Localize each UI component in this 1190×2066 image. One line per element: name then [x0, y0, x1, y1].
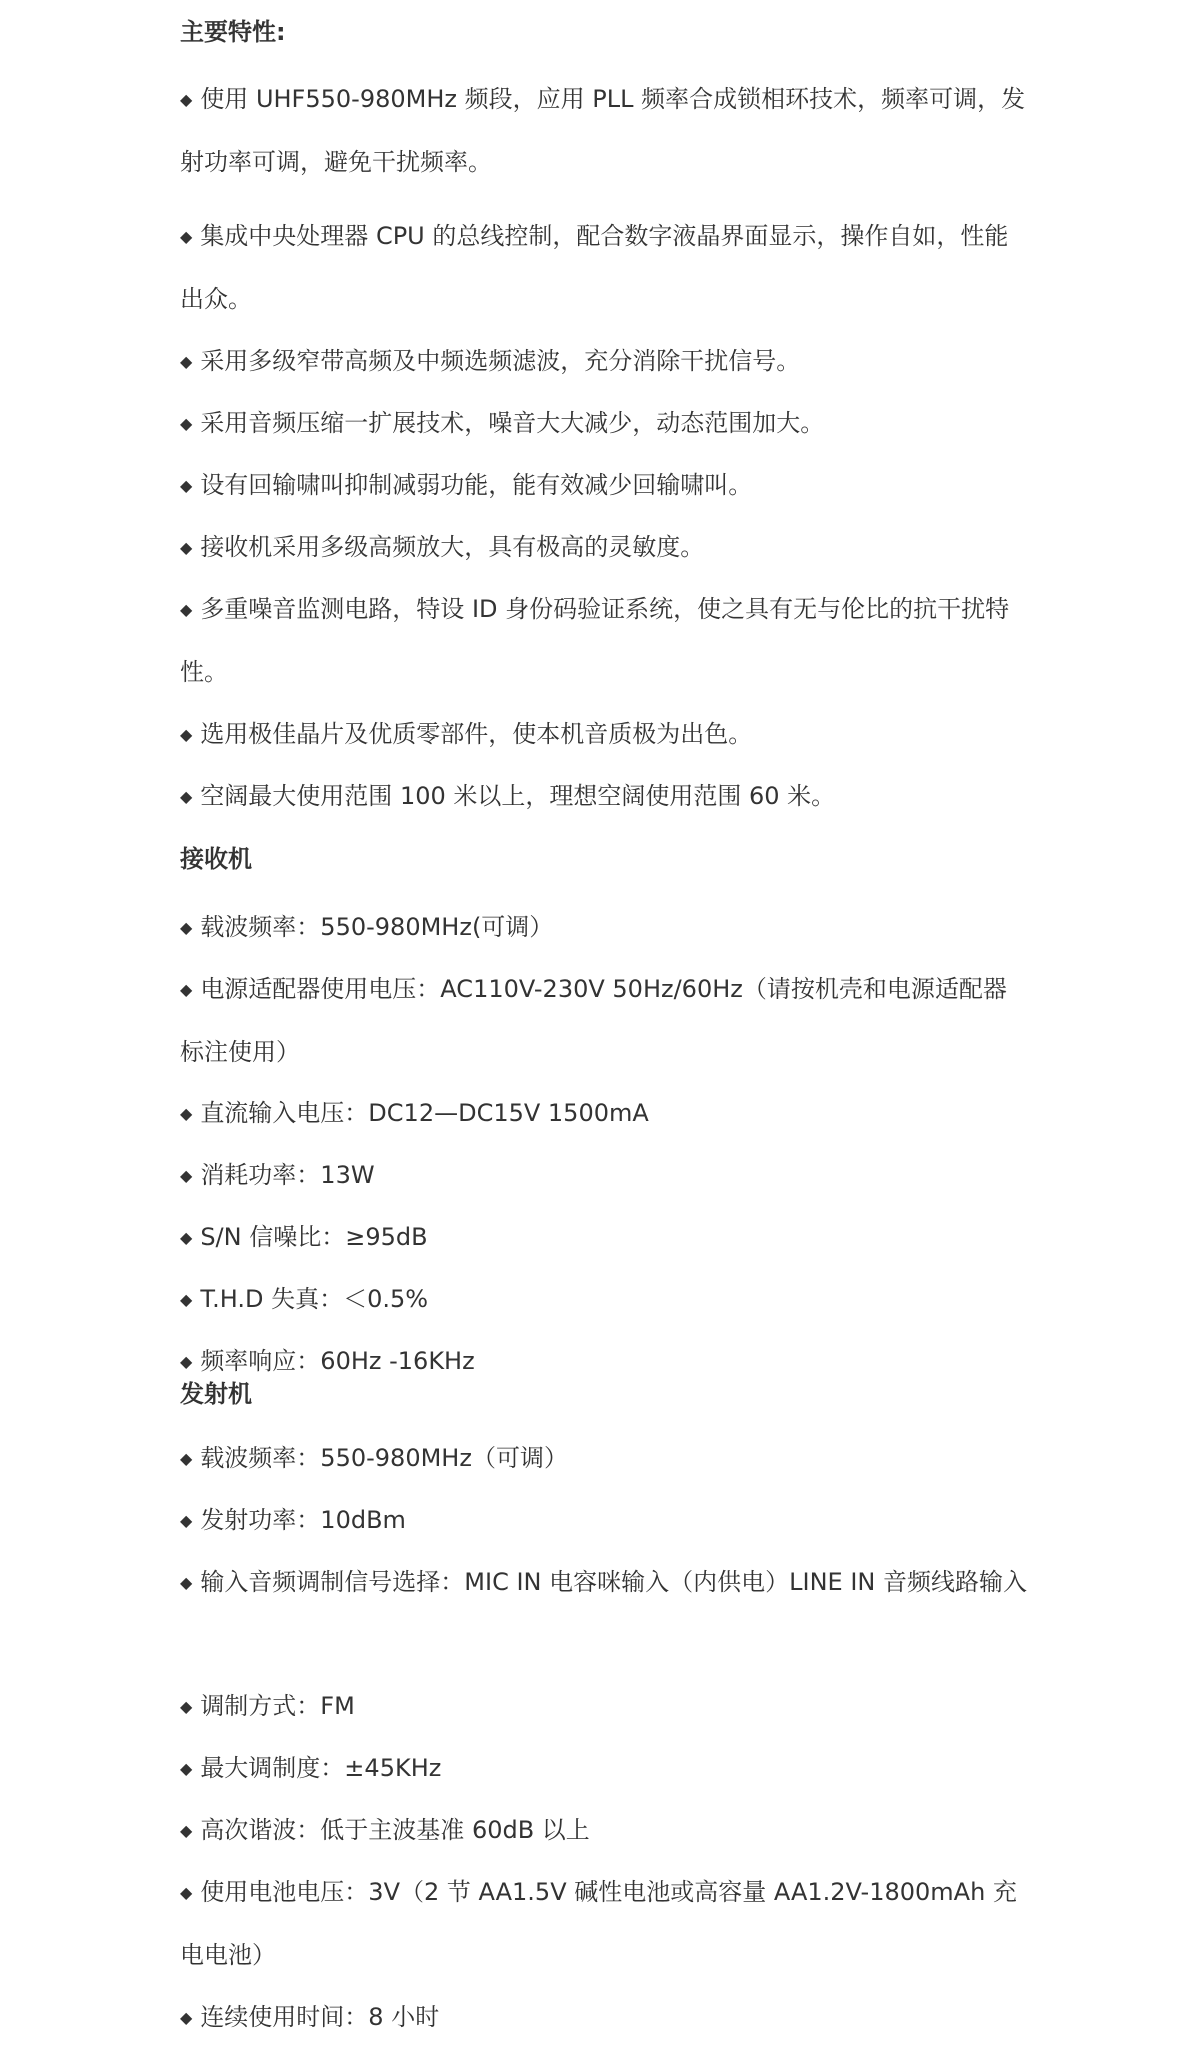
diamond-bullet-icon: ◆: [180, 414, 193, 433]
features-title: 主要特性:: [180, 18, 286, 46]
diamond-bullet-icon: ◆: [180, 476, 193, 495]
transmitter-item: [180, 1799, 1030, 1862]
feature-item: [180, 578, 1030, 703]
receiver-item-text: T.H.D 失真：＜0.5%: [200, 1285, 429, 1313]
diamond-bullet-icon: ◆: [180, 1104, 193, 1123]
diamond-bullet-icon: ◆: [180, 1449, 193, 1468]
receiver-item: [180, 896, 1030, 959]
diamond-bullet-icon: ◆: [180, 1290, 193, 1309]
feature-item: [180, 703, 1030, 766]
feature-item-text: 采用音频压缩一扩展技术，噪音大大减少，动态范围加大。: [200, 409, 825, 437]
diamond-bullet-icon: ◆: [180, 1821, 193, 1840]
transmitter-item: [180, 1675, 1030, 1738]
receiver-item-text: 载波频率：550-980MHz(可调）: [200, 913, 554, 941]
diamond-bullet-icon: ◆: [180, 352, 193, 371]
transmitter-item-text: 连续使用时间：8 小时: [200, 2003, 440, 2031]
transmitter-item-text: 使用电池电压：3V（2 节 AA1.5V 碱性电池或高容量 AA1.2V-1800mAh 充电电池）: [180, 1878, 1017, 1969]
transmitter-item-text: 输入音频调制信号选择：MIC IN 电容咪输入（内供电）LINE IN 音频线路输入: [200, 1568, 1027, 1596]
transmitter-item-text: 发射功率：10dBm: [200, 1506, 406, 1534]
feature-item-text: 集成中央处理器 CPU 的总线控制，配合数字液晶界面显示，操作自如，性能出众。: [180, 222, 1009, 313]
receiver-title: 接收机: [180, 845, 252, 873]
feature-item: [180, 205, 1030, 330]
transmitter-item-text: 载波频率：550-980MHz（可调）: [200, 1444, 568, 1472]
receiver-item-text: S/N 信噪比：≥95dB: [200, 1223, 428, 1251]
diamond-bullet-icon: ◆: [180, 980, 193, 999]
diamond-bullet-icon: ◆: [180, 1228, 193, 1247]
feature-item-text: 设有回输啸叫抑制减弱功能，能有效减少回输啸叫。: [200, 471, 753, 499]
feature-item: [180, 392, 1030, 455]
receiver-item-text: 直流输入电压：DC12—DC15V 1500mA: [200, 1099, 649, 1127]
receiver-item-text: 电源适配器使用电压：AC110V-230V 50Hz/60Hz（请按机壳和电源适配器标注使用）: [180, 975, 1007, 1066]
receiver-item: [180, 958, 1030, 1083]
feature-item: [180, 454, 1030, 517]
diamond-bullet-icon: ◆: [180, 600, 193, 619]
transmitter-title: 发射机: [180, 1380, 252, 1408]
diamond-bullet-icon: ◆: [180, 918, 193, 937]
transmitter-item: [180, 1551, 1030, 1614]
diamond-bullet-icon: ◆: [180, 1352, 193, 1371]
feature-item-text: 选用极佳晶片及优质零部件，使本机音质极为出色。: [200, 720, 753, 748]
receiver-item: [180, 1206, 1030, 1269]
receiver-item: [180, 1330, 1030, 1393]
diamond-bullet-icon: ◆: [180, 2008, 193, 2027]
feature-item-text: 使用 UHF550-980MHz 频段，应用 PLL 频率合成锁相环技术，频率可调，发射功率可调，避免干扰频率。: [180, 85, 1026, 176]
transmitter-item: [180, 1861, 1030, 1986]
feature-item: [180, 765, 1030, 828]
diamond-bullet-icon: ◆: [180, 90, 193, 109]
diamond-bullet-icon: ◆: [180, 1166, 193, 1185]
transmitter-item: [180, 1737, 1030, 1800]
receiver-item-text: 消耗功率：13W: [200, 1161, 375, 1189]
feature-item-text: 接收机采用多级高频放大，具有极高的灵敏度。: [200, 533, 705, 561]
diamond-bullet-icon: ◆: [180, 1573, 193, 1592]
transmitter-item-text: 最大调制度：±45KHz: [200, 1754, 442, 1782]
receiver-item: [180, 1268, 1030, 1331]
feature-item-text: 空阔最大使用范围 100 米以上，理想空阔使用范围 60 米。: [200, 782, 836, 810]
transmitter-item: [180, 1427, 1030, 1490]
feature-item-text: 采用多级窄带高频及中频选频滤波，充分消除干扰信号。: [200, 347, 801, 375]
feature-item: [180, 330, 1030, 393]
transmitter-item: [180, 1986, 1030, 2049]
receiver-item: [180, 1082, 1030, 1145]
feature-item-text: 多重噪音监测电路，特设 ID 身份码验证系统，使之具有无与伦比的抗干扰特性。: [180, 595, 1010, 686]
diamond-bullet-icon: ◆: [180, 725, 193, 744]
diamond-bullet-icon: ◆: [180, 787, 193, 806]
receiver-item: [180, 1144, 1030, 1207]
diamond-bullet-icon: ◆: [180, 538, 193, 557]
receiver-item-text: 频率响应：60Hz -16KHz: [200, 1347, 475, 1375]
diamond-bullet-icon: ◆: [180, 1883, 193, 1902]
transmitter-item: [180, 1489, 1030, 1552]
diamond-bullet-icon: ◆: [180, 1759, 193, 1778]
diamond-bullet-icon: ◆: [180, 1511, 193, 1530]
feature-item: [180, 516, 1030, 579]
feature-item: [180, 68, 1030, 193]
transmitter-item-text: 高次谐波：低于主波基准 60dB 以上: [200, 1816, 590, 1844]
transmitter-item-text: 调制方式：FM: [200, 1692, 355, 1720]
diamond-bullet-icon: ◆: [180, 227, 193, 246]
diamond-bullet-icon: ◆: [180, 1697, 193, 1716]
